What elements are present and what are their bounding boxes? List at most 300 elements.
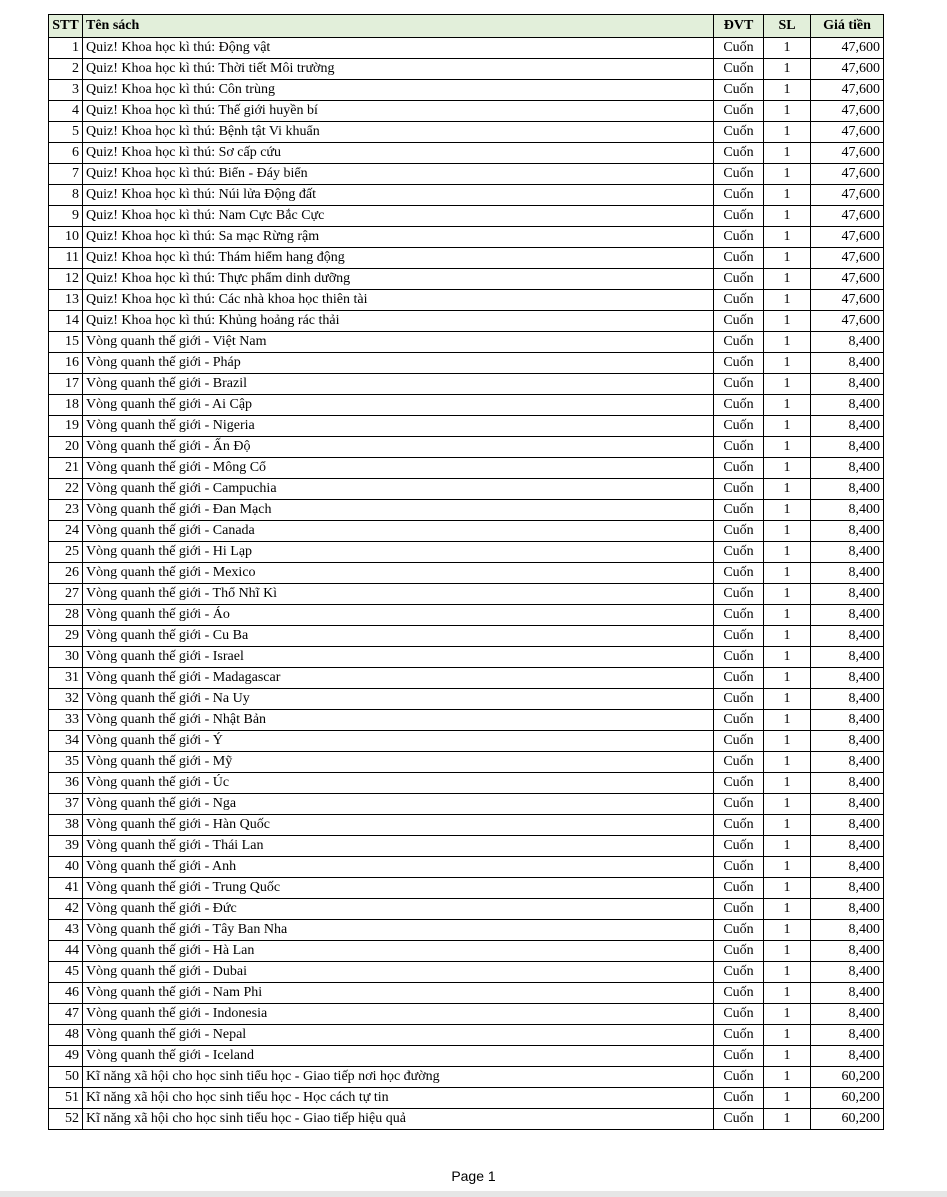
row-unit: Cuốn bbox=[714, 416, 764, 437]
header-stt: STT bbox=[49, 15, 83, 38]
row-quantity: 1 bbox=[764, 857, 811, 878]
row-unit: Cuốn bbox=[714, 332, 764, 353]
row-price: 8,400 bbox=[811, 752, 884, 773]
row-quantity: 1 bbox=[764, 227, 811, 248]
row-book-name: Quiz! Khoa học kì thú: Sa mạc Rừng rậm bbox=[83, 227, 714, 248]
row-price: 8,400 bbox=[811, 815, 884, 836]
row-price: 8,400 bbox=[811, 1004, 884, 1025]
table-row bbox=[49, 878, 884, 899]
row-quantity: 1 bbox=[764, 59, 811, 80]
row-book-name: Vòng quanh thế giới - Thổ Nhĩ Kì bbox=[83, 584, 714, 605]
row-book-name: Vòng quanh thế giới - Hà Lan bbox=[83, 941, 714, 962]
row-quantity: 1 bbox=[764, 164, 811, 185]
row-stt: 31 bbox=[49, 668, 83, 689]
row-price: 8,400 bbox=[811, 605, 884, 626]
row-stt: 50 bbox=[49, 1067, 83, 1088]
row-price: 8,400 bbox=[811, 584, 884, 605]
row-price: 8,400 bbox=[811, 500, 884, 521]
row-stt: 37 bbox=[49, 794, 83, 815]
row-unit: Cuốn bbox=[714, 1025, 764, 1046]
table-row bbox=[49, 101, 884, 122]
book-list-table bbox=[48, 14, 884, 1130]
table-row bbox=[49, 269, 884, 290]
row-unit: Cuốn bbox=[714, 185, 764, 206]
table-body bbox=[49, 38, 884, 1130]
row-price: 60,200 bbox=[811, 1088, 884, 1109]
row-price: 60,200 bbox=[811, 1067, 884, 1088]
row-stt: 13 bbox=[49, 290, 83, 311]
row-quantity: 1 bbox=[764, 122, 811, 143]
row-stt: 16 bbox=[49, 353, 83, 374]
row-quantity: 1 bbox=[764, 899, 811, 920]
row-book-name: Kĩ năng xã hội cho học sinh tiểu học - Giao tiếp nơi học đường bbox=[83, 1067, 714, 1088]
header-price: Giá tiền bbox=[811, 15, 884, 38]
row-price: 8,400 bbox=[811, 689, 884, 710]
row-unit: Cuốn bbox=[714, 563, 764, 584]
row-unit: Cuốn bbox=[714, 227, 764, 248]
row-quantity: 1 bbox=[764, 395, 811, 416]
row-price: 60,200 bbox=[811, 1109, 884, 1130]
row-book-name: Vòng quanh thế giới - Mông Cổ bbox=[83, 458, 714, 479]
row-quantity: 1 bbox=[764, 143, 811, 164]
row-price: 47,600 bbox=[811, 101, 884, 122]
table-row bbox=[49, 437, 884, 458]
row-book-name: Kĩ năng xã hội cho học sinh tiểu học - Giao tiếp hiệu quả bbox=[83, 1109, 714, 1130]
table-row bbox=[49, 38, 884, 59]
row-book-name: Vòng quanh thế giới - Cu Ba bbox=[83, 626, 714, 647]
row-quantity: 1 bbox=[764, 941, 811, 962]
row-unit: Cuốn bbox=[714, 1046, 764, 1067]
row-price: 8,400 bbox=[811, 836, 884, 857]
row-price: 8,400 bbox=[811, 479, 884, 500]
row-unit: Cuốn bbox=[714, 983, 764, 1004]
row-quantity: 1 bbox=[764, 206, 811, 227]
row-stt: 40 bbox=[49, 857, 83, 878]
row-book-name: Vòng quanh thế giới - Thái Lan bbox=[83, 836, 714, 857]
table-row bbox=[49, 1088, 884, 1109]
table-row bbox=[49, 899, 884, 920]
row-book-name: Vòng quanh thế giới - Việt Nam bbox=[83, 332, 714, 353]
row-book-name: Vòng quanh thế giới - Ý bbox=[83, 731, 714, 752]
row-unit: Cuốn bbox=[714, 521, 764, 542]
row-unit: Cuốn bbox=[714, 1067, 764, 1088]
row-quantity: 1 bbox=[764, 647, 811, 668]
row-unit: Cuốn bbox=[714, 479, 764, 500]
row-stt: 24 bbox=[49, 521, 83, 542]
row-price: 47,600 bbox=[811, 290, 884, 311]
row-stt: 39 bbox=[49, 836, 83, 857]
row-unit: Cuốn bbox=[714, 458, 764, 479]
table-row bbox=[49, 668, 884, 689]
row-stt: 52 bbox=[49, 1109, 83, 1130]
row-stt: 22 bbox=[49, 479, 83, 500]
row-quantity: 1 bbox=[764, 794, 811, 815]
row-unit: Cuốn bbox=[714, 374, 764, 395]
row-quantity: 1 bbox=[764, 521, 811, 542]
row-stt: 51 bbox=[49, 1088, 83, 1109]
row-unit: Cuốn bbox=[714, 59, 764, 80]
row-stt: 29 bbox=[49, 626, 83, 647]
row-stt: 41 bbox=[49, 878, 83, 899]
row-price: 8,400 bbox=[811, 395, 884, 416]
row-stt: 27 bbox=[49, 584, 83, 605]
row-quantity: 1 bbox=[764, 101, 811, 122]
row-price: 8,400 bbox=[811, 857, 884, 878]
table-row bbox=[49, 689, 884, 710]
row-unit: Cuốn bbox=[714, 290, 764, 311]
table-row bbox=[49, 122, 884, 143]
row-quantity: 1 bbox=[764, 374, 811, 395]
row-unit: Cuốn bbox=[714, 857, 764, 878]
header-unit: ĐVT bbox=[714, 15, 764, 38]
row-price: 8,400 bbox=[811, 1025, 884, 1046]
table-row bbox=[49, 80, 884, 101]
row-quantity: 1 bbox=[764, 1088, 811, 1109]
row-book-name: Quiz! Khoa học kì thú: Thời tiết Môi trường bbox=[83, 59, 714, 80]
table-row bbox=[49, 1025, 884, 1046]
row-price: 47,600 bbox=[811, 122, 884, 143]
row-quantity: 1 bbox=[764, 416, 811, 437]
row-unit: Cuốn bbox=[714, 395, 764, 416]
row-book-name: Quiz! Khoa học kì thú: Côn trùng bbox=[83, 80, 714, 101]
row-unit: Cuốn bbox=[714, 647, 764, 668]
row-book-name: Vòng quanh thế giới - Mexico bbox=[83, 563, 714, 584]
row-quantity: 1 bbox=[764, 878, 811, 899]
row-price: 8,400 bbox=[811, 899, 884, 920]
row-unit: Cuốn bbox=[714, 605, 764, 626]
row-book-name: Quiz! Khoa học kì thú: Động vật bbox=[83, 38, 714, 59]
row-stt: 2 bbox=[49, 59, 83, 80]
row-price: 8,400 bbox=[811, 437, 884, 458]
table-row bbox=[49, 185, 884, 206]
row-price: 47,600 bbox=[811, 206, 884, 227]
row-book-name: Vòng quanh thế giới - Na Uy bbox=[83, 689, 714, 710]
table-row bbox=[49, 353, 884, 374]
row-stt: 33 bbox=[49, 710, 83, 731]
row-quantity: 1 bbox=[764, 353, 811, 374]
row-book-name: Quiz! Khoa học kì thú: Bệnh tật Vi khuẩn bbox=[83, 122, 714, 143]
row-quantity: 1 bbox=[764, 1025, 811, 1046]
row-quantity: 1 bbox=[764, 1109, 811, 1130]
row-book-name: Vòng quanh thế giới - Iceland bbox=[83, 1046, 714, 1067]
row-book-name: Quiz! Khoa học kì thú: Biển - Đáy biển bbox=[83, 164, 714, 185]
row-book-name: Quiz! Khoa học kì thú: Thực phẩm dinh dưỡng bbox=[83, 269, 714, 290]
row-stt: 47 bbox=[49, 1004, 83, 1025]
row-price: 47,600 bbox=[811, 143, 884, 164]
table-row bbox=[49, 416, 884, 437]
table-row bbox=[49, 836, 884, 857]
row-stt: 10 bbox=[49, 227, 83, 248]
row-stt: 49 bbox=[49, 1046, 83, 1067]
table-row bbox=[49, 857, 884, 878]
row-unit: Cuốn bbox=[714, 38, 764, 59]
row-book-name: Vòng quanh thế giới - Campuchia bbox=[83, 479, 714, 500]
table-row bbox=[49, 143, 884, 164]
table-row bbox=[49, 458, 884, 479]
row-stt: 1 bbox=[49, 38, 83, 59]
row-unit: Cuốn bbox=[714, 899, 764, 920]
row-unit: Cuốn bbox=[714, 206, 764, 227]
row-stt: 9 bbox=[49, 206, 83, 227]
row-unit: Cuốn bbox=[714, 353, 764, 374]
row-book-name: Quiz! Khoa học kì thú: Khủng hoảng rác thải bbox=[83, 311, 714, 332]
row-stt: 44 bbox=[49, 941, 83, 962]
row-stt: 42 bbox=[49, 899, 83, 920]
row-quantity: 1 bbox=[764, 563, 811, 584]
row-stt: 43 bbox=[49, 920, 83, 941]
row-unit: Cuốn bbox=[714, 689, 764, 710]
row-stt: 17 bbox=[49, 374, 83, 395]
row-stt: 25 bbox=[49, 542, 83, 563]
row-unit: Cuốn bbox=[714, 773, 764, 794]
table-row bbox=[49, 1004, 884, 1025]
row-price: 8,400 bbox=[811, 920, 884, 941]
row-quantity: 1 bbox=[764, 80, 811, 101]
table-row bbox=[49, 206, 884, 227]
row-book-name: Quiz! Khoa học kì thú: Núi lửa Động đất bbox=[83, 185, 714, 206]
row-unit: Cuốn bbox=[714, 122, 764, 143]
table-row bbox=[49, 164, 884, 185]
row-price: 47,600 bbox=[811, 38, 884, 59]
row-stt: 20 bbox=[49, 437, 83, 458]
row-price: 8,400 bbox=[811, 521, 884, 542]
row-book-name: Vòng quanh thế giới - Mỹ bbox=[83, 752, 714, 773]
table-row bbox=[49, 710, 884, 731]
table-row bbox=[49, 542, 884, 563]
row-stt: 28 bbox=[49, 605, 83, 626]
table-row bbox=[49, 794, 884, 815]
table-row bbox=[49, 626, 884, 647]
row-stt: 14 bbox=[49, 311, 83, 332]
row-stt: 45 bbox=[49, 962, 83, 983]
row-book-name: Vòng quanh thế giới - Israel bbox=[83, 647, 714, 668]
row-price: 8,400 bbox=[811, 668, 884, 689]
row-unit: Cuốn bbox=[714, 542, 764, 563]
table-row bbox=[49, 227, 884, 248]
bottom-edge bbox=[0, 1191, 947, 1197]
table-row bbox=[49, 395, 884, 416]
row-book-name: Vòng quanh thế giới - Nhật Bản bbox=[83, 710, 714, 731]
row-book-name: Vòng quanh thế giới - Tây Ban Nha bbox=[83, 920, 714, 941]
table-row bbox=[49, 1109, 884, 1130]
row-quantity: 1 bbox=[764, 668, 811, 689]
table-row bbox=[49, 962, 884, 983]
table-row bbox=[49, 332, 884, 353]
row-book-name: Vòng quanh thế giới - Ai Cập bbox=[83, 395, 714, 416]
row-stt: 26 bbox=[49, 563, 83, 584]
row-stt: 21 bbox=[49, 458, 83, 479]
header-quantity: SL bbox=[764, 15, 811, 38]
row-price: 8,400 bbox=[811, 416, 884, 437]
row-unit: Cuốn bbox=[714, 1109, 764, 1130]
row-quantity: 1 bbox=[764, 836, 811, 857]
row-unit: Cuốn bbox=[714, 920, 764, 941]
row-quantity: 1 bbox=[764, 605, 811, 626]
row-unit: Cuốn bbox=[714, 710, 764, 731]
row-quantity: 1 bbox=[764, 920, 811, 941]
row-quantity: 1 bbox=[764, 626, 811, 647]
row-price: 8,400 bbox=[811, 794, 884, 815]
row-price: 8,400 bbox=[811, 626, 884, 647]
row-book-name: Kĩ năng xã hội cho học sinh tiểu học - Học cách tự tin bbox=[83, 1088, 714, 1109]
row-book-name: Vòng quanh thế giới - Hi Lạp bbox=[83, 542, 714, 563]
row-price: 47,600 bbox=[811, 269, 884, 290]
row-stt: 8 bbox=[49, 185, 83, 206]
row-quantity: 1 bbox=[764, 1004, 811, 1025]
row-quantity: 1 bbox=[764, 542, 811, 563]
row-unit: Cuốn bbox=[714, 101, 764, 122]
table-row bbox=[49, 311, 884, 332]
row-book-name: Vòng quanh thế giới - Madagascar bbox=[83, 668, 714, 689]
row-price: 8,400 bbox=[811, 1046, 884, 1067]
row-quantity: 1 bbox=[764, 1067, 811, 1088]
table-row bbox=[49, 248, 884, 269]
row-unit: Cuốn bbox=[714, 794, 764, 815]
table-row bbox=[49, 374, 884, 395]
row-stt: 32 bbox=[49, 689, 83, 710]
row-stt: 3 bbox=[49, 80, 83, 101]
row-stt: 48 bbox=[49, 1025, 83, 1046]
row-price: 47,600 bbox=[811, 185, 884, 206]
row-price: 8,400 bbox=[811, 773, 884, 794]
table-row bbox=[49, 563, 884, 584]
row-quantity: 1 bbox=[764, 983, 811, 1004]
row-quantity: 1 bbox=[764, 815, 811, 836]
table-row bbox=[49, 773, 884, 794]
row-price: 8,400 bbox=[811, 962, 884, 983]
row-price: 8,400 bbox=[811, 458, 884, 479]
row-price: 8,400 bbox=[811, 542, 884, 563]
row-stt: 6 bbox=[49, 143, 83, 164]
row-unit: Cuốn bbox=[714, 962, 764, 983]
row-quantity: 1 bbox=[764, 500, 811, 521]
row-stt: 11 bbox=[49, 248, 83, 269]
row-quantity: 1 bbox=[764, 332, 811, 353]
row-book-name: Vòng quanh thế giới - Úc bbox=[83, 773, 714, 794]
row-price: 8,400 bbox=[811, 983, 884, 1004]
row-unit: Cuốn bbox=[714, 815, 764, 836]
row-quantity: 1 bbox=[764, 689, 811, 710]
row-unit: Cuốn bbox=[714, 668, 764, 689]
row-quantity: 1 bbox=[764, 437, 811, 458]
row-quantity: 1 bbox=[764, 584, 811, 605]
row-book-name: Vòng quanh thế giới - Nigeria bbox=[83, 416, 714, 437]
row-unit: Cuốn bbox=[714, 731, 764, 752]
row-stt: 18 bbox=[49, 395, 83, 416]
row-stt: 34 bbox=[49, 731, 83, 752]
row-stt: 5 bbox=[49, 122, 83, 143]
row-unit: Cuốn bbox=[714, 500, 764, 521]
row-price: 8,400 bbox=[811, 374, 884, 395]
table-row bbox=[49, 1046, 884, 1067]
table-row bbox=[49, 479, 884, 500]
row-stt: 35 bbox=[49, 752, 83, 773]
row-price: 47,600 bbox=[811, 227, 884, 248]
row-book-name: Quiz! Khoa học kì thú: Thế giới huyền bí bbox=[83, 101, 714, 122]
table-row bbox=[49, 1067, 884, 1088]
row-unit: Cuốn bbox=[714, 626, 764, 647]
row-stt: 46 bbox=[49, 983, 83, 1004]
row-stt: 19 bbox=[49, 416, 83, 437]
row-quantity: 1 bbox=[764, 962, 811, 983]
row-book-name: Vòng quanh thế giới - Hàn Quốc bbox=[83, 815, 714, 836]
row-book-name: Vòng quanh thế giới - Ấn Độ bbox=[83, 437, 714, 458]
row-unit: Cuốn bbox=[714, 311, 764, 332]
row-stt: 15 bbox=[49, 332, 83, 353]
row-unit: Cuốn bbox=[714, 269, 764, 290]
row-quantity: 1 bbox=[764, 731, 811, 752]
row-stt: 30 bbox=[49, 647, 83, 668]
table-row bbox=[49, 500, 884, 521]
table-row bbox=[49, 647, 884, 668]
row-quantity: 1 bbox=[764, 479, 811, 500]
row-quantity: 1 bbox=[764, 710, 811, 731]
row-price: 47,600 bbox=[811, 59, 884, 80]
row-quantity: 1 bbox=[764, 290, 811, 311]
row-book-name: Vòng quanh thế giới - Đan Mạch bbox=[83, 500, 714, 521]
row-book-name: Vòng quanh thế giới - Nga bbox=[83, 794, 714, 815]
row-unit: Cuốn bbox=[714, 584, 764, 605]
row-unit: Cuốn bbox=[714, 878, 764, 899]
row-unit: Cuốn bbox=[714, 80, 764, 101]
row-price: 8,400 bbox=[811, 647, 884, 668]
row-price: 8,400 bbox=[811, 878, 884, 899]
row-unit: Cuốn bbox=[714, 248, 764, 269]
row-stt: 12 bbox=[49, 269, 83, 290]
row-quantity: 1 bbox=[764, 248, 811, 269]
row-price: 8,400 bbox=[811, 563, 884, 584]
table-row bbox=[49, 731, 884, 752]
row-book-name: Vòng quanh thế giới - Dubai bbox=[83, 962, 714, 983]
row-unit: Cuốn bbox=[714, 143, 764, 164]
row-book-name: Quiz! Khoa học kì thú: Thám hiểm hang động bbox=[83, 248, 714, 269]
table-row bbox=[49, 752, 884, 773]
page-number: Page 1 bbox=[451, 1168, 496, 1184]
row-quantity: 1 bbox=[764, 185, 811, 206]
table-header-row bbox=[49, 15, 884, 38]
row-quantity: 1 bbox=[764, 38, 811, 59]
table-row bbox=[49, 605, 884, 626]
row-price: 8,400 bbox=[811, 710, 884, 731]
row-unit: Cuốn bbox=[714, 1088, 764, 1109]
row-stt: 7 bbox=[49, 164, 83, 185]
row-book-name: Vòng quanh thế giới - Pháp bbox=[83, 353, 714, 374]
row-quantity: 1 bbox=[764, 269, 811, 290]
table-row bbox=[49, 920, 884, 941]
table-row bbox=[49, 983, 884, 1004]
row-price: 8,400 bbox=[811, 941, 884, 962]
row-book-name: Vòng quanh thế giới - Áo bbox=[83, 605, 714, 626]
table-row bbox=[49, 941, 884, 962]
row-quantity: 1 bbox=[764, 311, 811, 332]
row-unit: Cuốn bbox=[714, 437, 764, 458]
row-unit: Cuốn bbox=[714, 941, 764, 962]
row-quantity: 1 bbox=[764, 458, 811, 479]
row-quantity: 1 bbox=[764, 773, 811, 794]
row-unit: Cuốn bbox=[714, 164, 764, 185]
row-quantity: 1 bbox=[764, 1046, 811, 1067]
table-row bbox=[49, 59, 884, 80]
row-book-name: Vòng quanh thế giới - Brazil bbox=[83, 374, 714, 395]
row-unit: Cuốn bbox=[714, 1004, 764, 1025]
header-book-name: Tên sách bbox=[83, 15, 714, 38]
row-book-name: Vòng quanh thế giới - Anh bbox=[83, 857, 714, 878]
row-book-name: Vòng quanh thế giới - Canada bbox=[83, 521, 714, 542]
table-row bbox=[49, 290, 884, 311]
row-price: 47,600 bbox=[811, 248, 884, 269]
row-quantity: 1 bbox=[764, 752, 811, 773]
row-stt: 4 bbox=[49, 101, 83, 122]
